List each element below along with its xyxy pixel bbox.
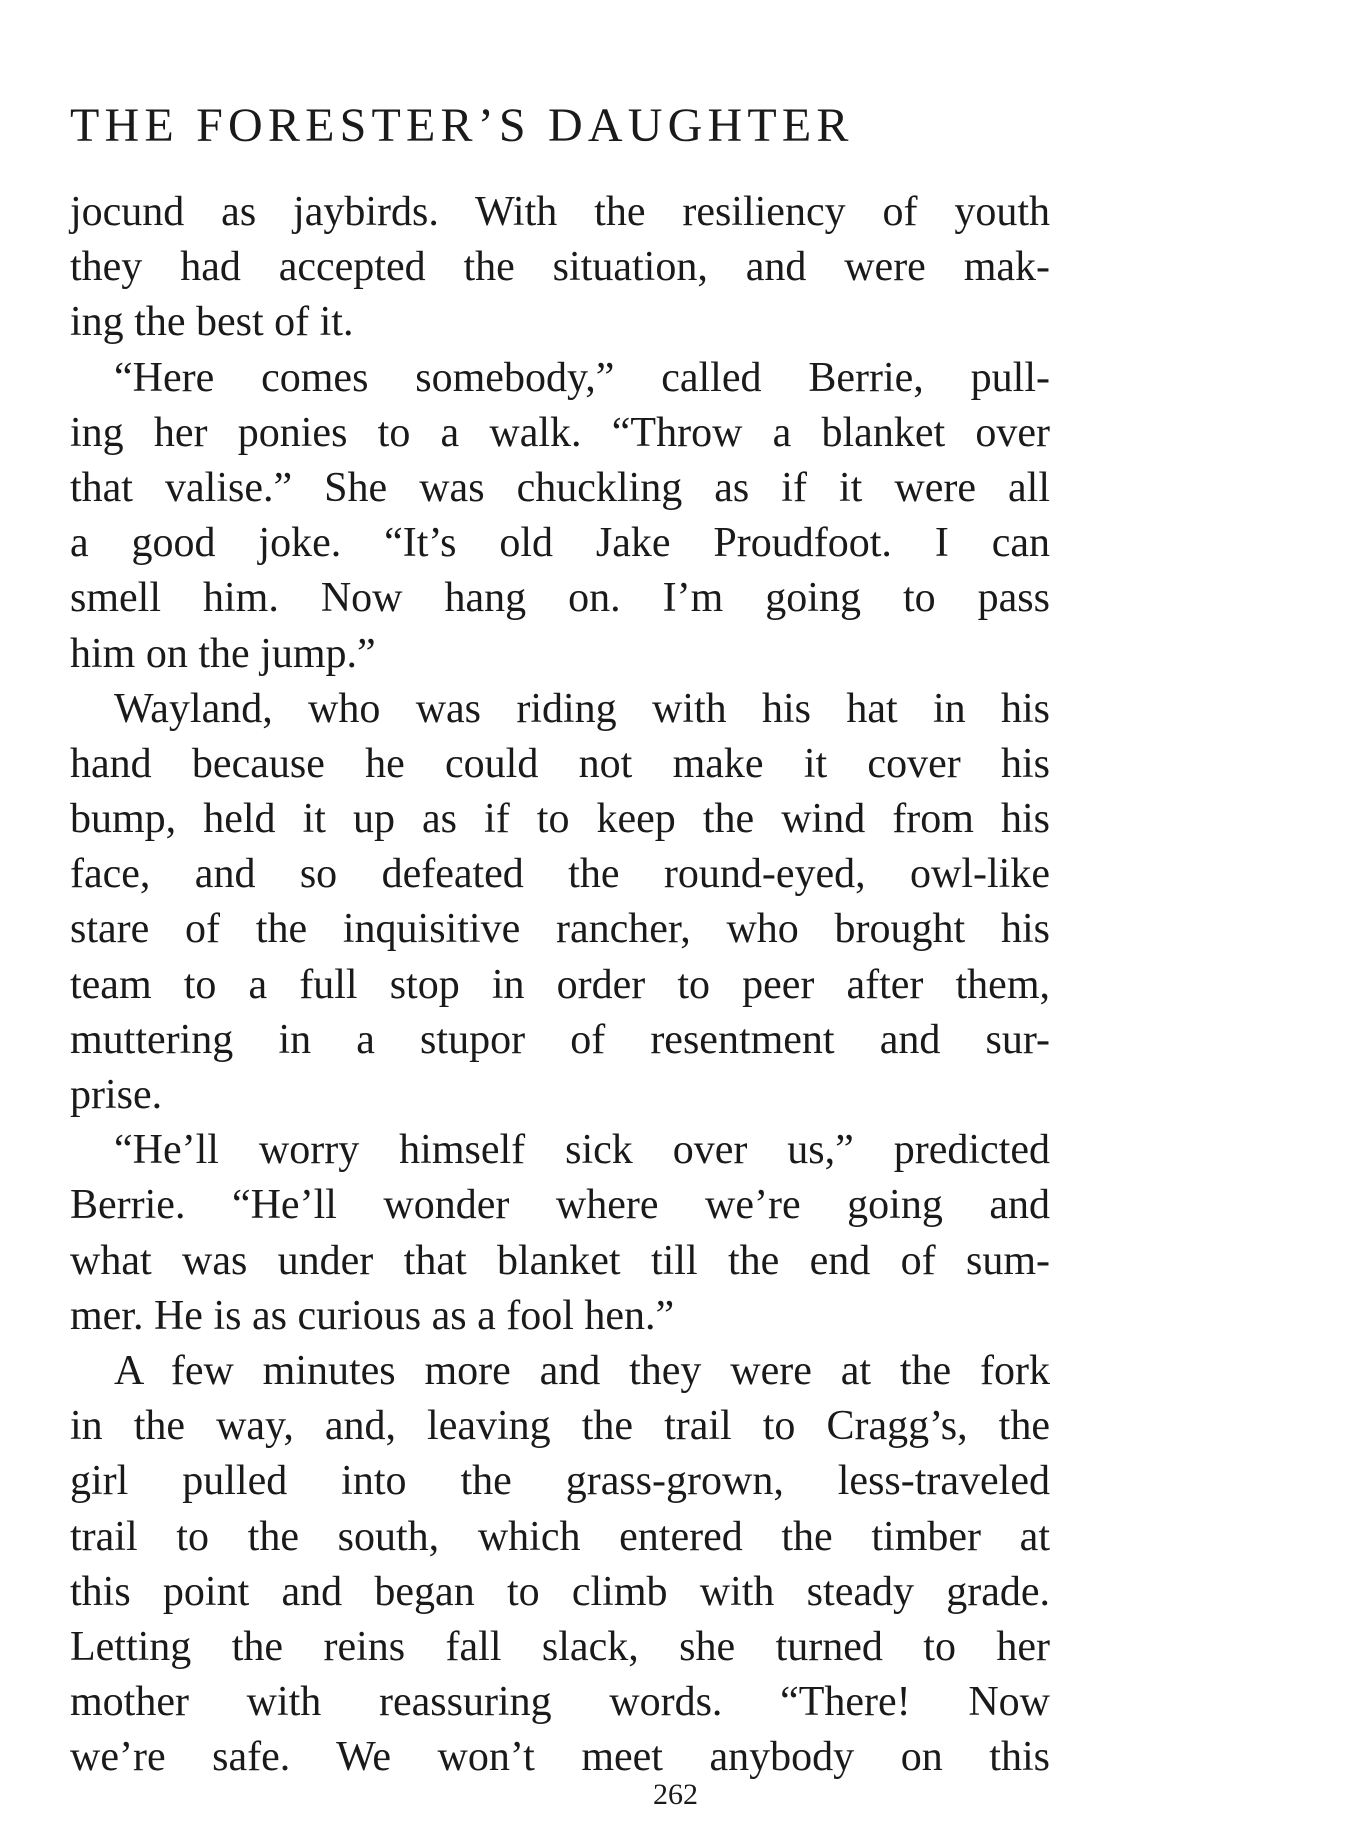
- text-line: mer. He is as curious as a fool hen.”: [70, 1292, 675, 1339]
- text-line: hand because he could not make it cover his: [70, 740, 1050, 787]
- text-line: smell him. Now hang on. I’m going to pass: [70, 575, 1050, 622]
- text-line: ing the best of it.: [70, 299, 354, 346]
- body-text: [70, 185, 1050, 1785]
- text-line: in the way, and, leaving the trail to Cragg’s, the: [70, 1403, 1050, 1450]
- text-line: Berrie. “He’ll wonder where we’re going and: [70, 1182, 1050, 1229]
- text-line: a good joke. “It’s old Jake Proudfoot. I can: [70, 520, 1050, 567]
- text-line: what was under that blanket till the end of sum-: [70, 1237, 1050, 1284]
- text-line: they had accepted the situation, and were mak-: [70, 244, 1050, 291]
- text-line: face, and so defeated the round-eyed, owl-like: [70, 851, 1050, 898]
- text-line: bump, held it up as if to keep the wind from his: [70, 796, 1050, 843]
- text-line: Letting the reins fall slack, she turned to her: [70, 1623, 1050, 1670]
- text-line: “He’ll worry himself sick over us,” predicted: [114, 1127, 1050, 1174]
- text-line: trail to the south, which entered the timber at: [70, 1513, 1050, 1560]
- text-line: him on the jump.”: [70, 630, 376, 677]
- text-line: team to a full stop in order to peer after them,: [70, 961, 1050, 1008]
- text-line: girl pulled into the grass-grown, less-traveled: [70, 1458, 1050, 1505]
- page-number: 262: [653, 1778, 698, 1811]
- text-line: that valise.” She was chuckling as if it were all: [70, 464, 1050, 511]
- text-line: “Here comes somebody,” called Berrie, pull-: [114, 354, 1050, 401]
- text-line: jocund as jaybirds. With the resiliency of youth: [70, 189, 1050, 235]
- running-head: THE FORESTER’S DAUGHTER: [70, 99, 854, 152]
- text-line: this point and began to climb with steady grade.: [70, 1568, 1050, 1615]
- text-line: prise.: [70, 1072, 163, 1118]
- text-line: A few minutes more and they were at the fork: [114, 1347, 1050, 1394]
- text-line: Wayland, who was riding with his hat in his: [114, 685, 1050, 732]
- text-line: muttering in a stupor of resentment and sur-: [70, 1016, 1050, 1063]
- text-line: mother with reassuring words. “There! Now: [70, 1679, 1050, 1726]
- text-line: we’re safe. We won’t meet anybody on this: [70, 1734, 1050, 1781]
- text-line: stare of the inquisitive rancher, who brought his: [70, 906, 1050, 953]
- text-line: ing her ponies to a walk. “Throw a blanket over: [70, 409, 1050, 456]
